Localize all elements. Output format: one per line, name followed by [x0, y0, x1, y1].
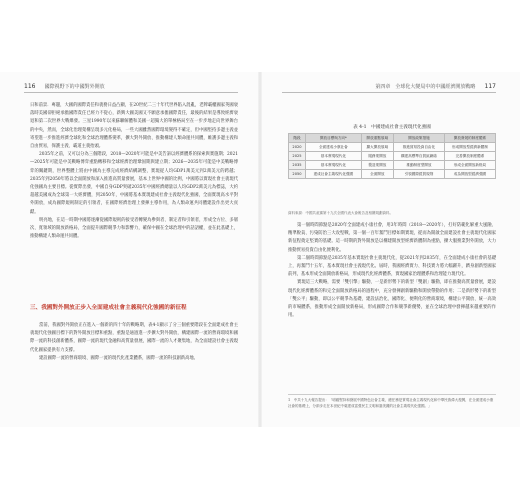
- table-row: [289, 143, 496, 152]
- right-page: [262, 72, 520, 427]
- table-cell: 形成開放型經濟新體制: [444, 143, 495, 152]
- table-cell: 成為開放型經濟強國: [444, 170, 495, 179]
- table-cell: 形成全面開放新格局: [444, 161, 495, 170]
- paragraph: 第二個時間節點是2035年基本實現社會主義現代化，從2021年到2035年，在全面建成小康社會的基礎上，再奮鬥十五年，基本實現社會主義現代化。屆時，我國經濟實力、科技實力將大幅躍升，躋身創新型國家前列，基本形成全面開放新格局，形成現代化經濟體系，實現國家治理體系和治理能力現代化。: [288, 255, 496, 278]
- table-cell: 全面開放: [361, 170, 393, 179]
- paragraph: 日和前景．專題，大國的國際責任和義務日益凸顯，在20世紀二三十年代世界陷入混亂，老牌霸權國家英國衰落時美國卻拒絕承擔國際責任已經力不從心，新興大國美國又不願意承擔國際責任，最後的結果是導致經濟衰退和第二次世界大戰爆發。三星1990年以來蘇聯解體和美國一超獨大的單極格局至在一步步地走向世界舞台的中央，然而，全球化治理架構呈現多元化格局，一些大國雖然國際環境變得不確定，但中國堅持多邊主義並寄望進一步推進經濟全球化和全球治理體系變革，擴大對外開放、推動構建人類命運共同體，維護多邊主義和自由貿易，保護主義、霸道主義抬頭。: [30, 103, 238, 150]
- left-section-body: [30, 322, 238, 363]
- table-header-cell: 開放目標與方向*: [306, 134, 362, 143]
- table-header-cell: 階段: [289, 134, 306, 143]
- table-cell: 製造業開放: [361, 161, 393, 170]
- table-title: 表 4-1 中國建成社會主義現代化強國: [353, 125, 431, 130]
- left-page-number: 116: [24, 83, 36, 90]
- table-cell: 2020: [289, 143, 306, 152]
- table-header-cell: 開放發展的制度體系: [444, 134, 495, 143]
- goals-table: [288, 133, 496, 179]
- footnote: 1 中共十九大報告提出：「明確堅持和發展中國特色社會主義，總任務是實現社會主義現代化和中華民族偉大復興，在全面建成小康社會的基礎上，分兩步走在本世紀中葉建成富強民主文明和諧美麗的社會主義現代化強國。」: [288, 394, 496, 409]
- table-row: [289, 161, 496, 170]
- right-page-header: [282, 82, 496, 93]
- paragraph: 實現這三大戰略，需要「雙引擎」驅動，一是新形勢下的新型「雙創」驅動，即在推動高質量發展，建設現代化經濟體系的和完全面開放新格局的過程中，充分發揮創新驅動和開放帶動的作用；二是新形勢下的新型「雙公平」驅動，即以公平競爭為基礎，建設法治化、國際化、便利化的營商環境，構建公平開放、統一高效的市場體系，推動形成全面開放新格局，形成國際合作和競爭新優勢，並在全球治理中發揮越來越重要的作用。: [288, 280, 496, 319]
- paragraph: 建設國際一流的營商環境、國際一流的現代化產業體系，國際一流的科技創新高地。: [39, 355, 198, 361]
- table-cell: 引領國際經貿規則: [393, 170, 444, 179]
- paragraph: 明亮地，在這一時期中國將逐漸從國際規則的接受者轉變為參與者、制定者和引領者，形成全方位、多層次、寬領域的開放新格局，全面提升國際競爭力和影響力，確保中國在全球治理中的話語權，並在此基礎上，推動構建人類命運共同體。: [30, 217, 238, 240]
- right-page-number: 117: [484, 83, 496, 90]
- left-body-text: [30, 102, 238, 241]
- table-cell: 構建高標準自貿區網絡: [393, 152, 444, 161]
- table-cell: 2035: [289, 161, 306, 170]
- table-cell: 服務業開放: [361, 152, 393, 161]
- table-row: [289, 152, 496, 161]
- table-row: [289, 170, 496, 179]
- left-running-title: 國際視野下的中國對外開放: [44, 84, 105, 90]
- table-cell: 推進貿易投資自由化: [393, 143, 444, 152]
- table-cell: 基本實現現代化: [306, 161, 362, 170]
- table-header-cell: 開放重點領域: [361, 134, 393, 143]
- table-cell: 建成社會主義現代化強國: [306, 170, 362, 179]
- table-cell: 擴大開放領域: [361, 143, 393, 152]
- right-body-text: [288, 222, 496, 320]
- left-page-header: [24, 82, 238, 93]
- paragraph: 當前，我國對外開放正在進入一個新的四十年的戰略期，表4-1顯示了分三個重要階段在全面建成社會主義現代化強國目標下的對外開放目標和重點，重點是通過進一步擴大對外開放，構建國際一流的營商環境和國際一流的科技創新體系，國際一流的現代金融和高質量發展，國際一流的人才聚集地，為全面建設社會主義現代化國家提供有力支撐。: [30, 323, 238, 353]
- table-header-row: [289, 134, 496, 143]
- paragraph: 第一個時間節點是2020年全面建成小康社會，用3年時間（2018—2020年），打好防範化解重大風險、精準脫貧、污染防治三大攻堅戰，第一個一百年奮鬥目標如期實現，從而為開啟全面建設社會主義現代化國家新征程奠定堅實的基礎。這一時期的對外開放是以構建開放型經濟新體制為重點，擴大服務業對外開放，大力推動貿易投資自由化便利化。: [288, 223, 496, 253]
- left-page: [0, 72, 258, 427]
- table-header-cell: 開放政策措施: [393, 134, 444, 143]
- table-cell: 基本實現現代化: [306, 152, 362, 161]
- table-cell: 2050: [289, 170, 306, 179]
- table-cell: 全面建成小康社會: [306, 143, 362, 152]
- right-running-title: 第四章 全球化大變局中的中國經濟開放戰略: [375, 84, 476, 90]
- table-cell: 2025: [289, 152, 306, 161]
- book-spread: [0, 72, 520, 427]
- paragraph: 2035年之前，又可以分為三個階段，2018—2020年可能是中美告訴以經濟體系的探索與實施期；2021—2025年可能是中美戰略博弈重點轉移和全球經濟治理鞏固期與建立期；2026—2035年可能是中美戰略博弈的關鍵期，世界整體上將由中國為主導完成經濟結構調整，實現從人均GDP1萬美元到2萬美元的跨越；2035年到2050年將以全面開放和深入推進高質量發展，基本上世界中國的比例，中國將以實現社會主義現代化強國為主要目標。從實際出發，中國自身GDP突破2035年中國經濟總量以人均GDP2萬美元為標誌，大約超越美國成為全球第一大經濟體，到2050年，中國將基本實現建成社會主義現代化強國，全面實現高水平對外開放，成為國際規則制定的引領者，在國際經濟治理上發揮主導作用，為人類命運共同體建設作出更大貢獻。: [30, 152, 238, 215]
- table-cell: 完善開放制度體系: [444, 152, 495, 161]
- table-cell: 推動制度型開放: [393, 161, 444, 170]
- table-source-note: 資料來源：中國共產黨第十九次全國代表大會報告及相關規劃資料。: [288, 211, 393, 215]
- section-heading: 三、我國對外開放正步入全面建成社會主義現代化強國的新征程: [30, 305, 187, 311]
